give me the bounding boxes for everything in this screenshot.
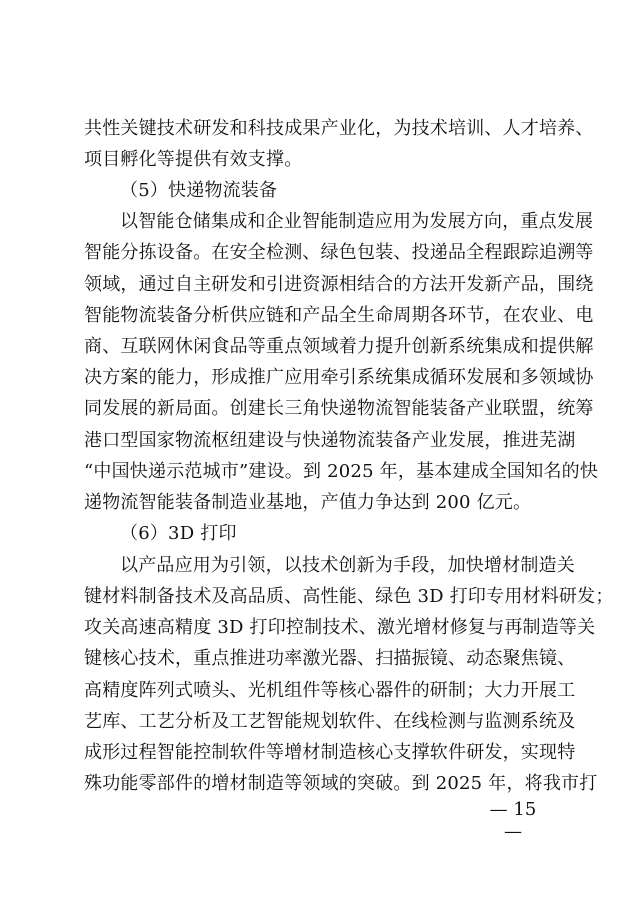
paragraph-line: 港口型国家物流枢纽建设与快递物流装备产业发展，推进芜湖	[84, 430, 576, 451]
section-heading-6: （6）3D 打印	[120, 523, 237, 544]
paragraph-line: 以产品应用为引领，以技术创新为手段，加快增材制造关	[120, 555, 575, 576]
paragraph-line: “中国快递示范城市”建设。到 2025 年，基本建成全国知名的快	[84, 461, 599, 482]
paragraph-line: 同发展的新局面。创建长三角快递物流智能装备产业联盟，统筹	[84, 398, 594, 419]
paragraph-line: 殊功能零部件的增材制造等领域的突破。到 2025 年，将我市打	[84, 773, 598, 794]
paragraph-line: 递物流智能装备制造业基地，产值力争达到 200 亿元。	[84, 492, 532, 513]
paragraph-line: 智能物流装备分析供应链和产品全生命周期各环节，在农业、电	[84, 305, 594, 326]
paragraph-line: 项目孵化等提供有效支撑。	[84, 149, 303, 170]
paragraph-line: 艺库、工艺分析及工艺智能规划软件、在线检测与监测系统及	[84, 711, 576, 732]
paragraph-line: 以智能仓储集成和企业智能制造应用为发展方向，重点发展	[120, 211, 594, 232]
section-heading-5: （5）快递物流装备	[120, 180, 278, 201]
paragraph-line: 高精度阵列式喷头、光机组件等核心器件的研制；大力开展工	[84, 680, 576, 701]
paragraph-line: 共性关键技术研发和科技成果产业化，为技术培训、人才培养、	[84, 118, 594, 139]
paragraph-line: 商、互联网休闲食品等重点领域着力提升创新系统集成和提供解	[84, 336, 594, 357]
page-number: — 15 —	[489, 799, 537, 842]
paragraph-line: 键材料制备技术及高品质、高性能、绿色 3D 打印专用材料研发；	[84, 586, 614, 607]
paragraph-line: 攻关高速高精度 3D 打印控制技术、激光增材修复与再制造等关	[84, 617, 596, 638]
paragraph-line: 领域，通过自主研发和引进资源相结合的方法开发新产品，围绕	[84, 274, 594, 295]
paragraph-line: 智能分拣设备。在安全检测、绿色包装、投递品全程跟踪追溯等	[84, 242, 594, 263]
paragraph-line: 键核心技术，重点推进功率激光器、扫描振镜、动态聚焦镜、	[84, 648, 576, 669]
paragraph-line: 决方案的能力，形成推广应用牵引系统集成循环发展和多领域协	[84, 367, 594, 388]
paragraph-line: 成形过程智能控制软件等增材制造核心支撑软件研发，实现特	[84, 742, 576, 763]
